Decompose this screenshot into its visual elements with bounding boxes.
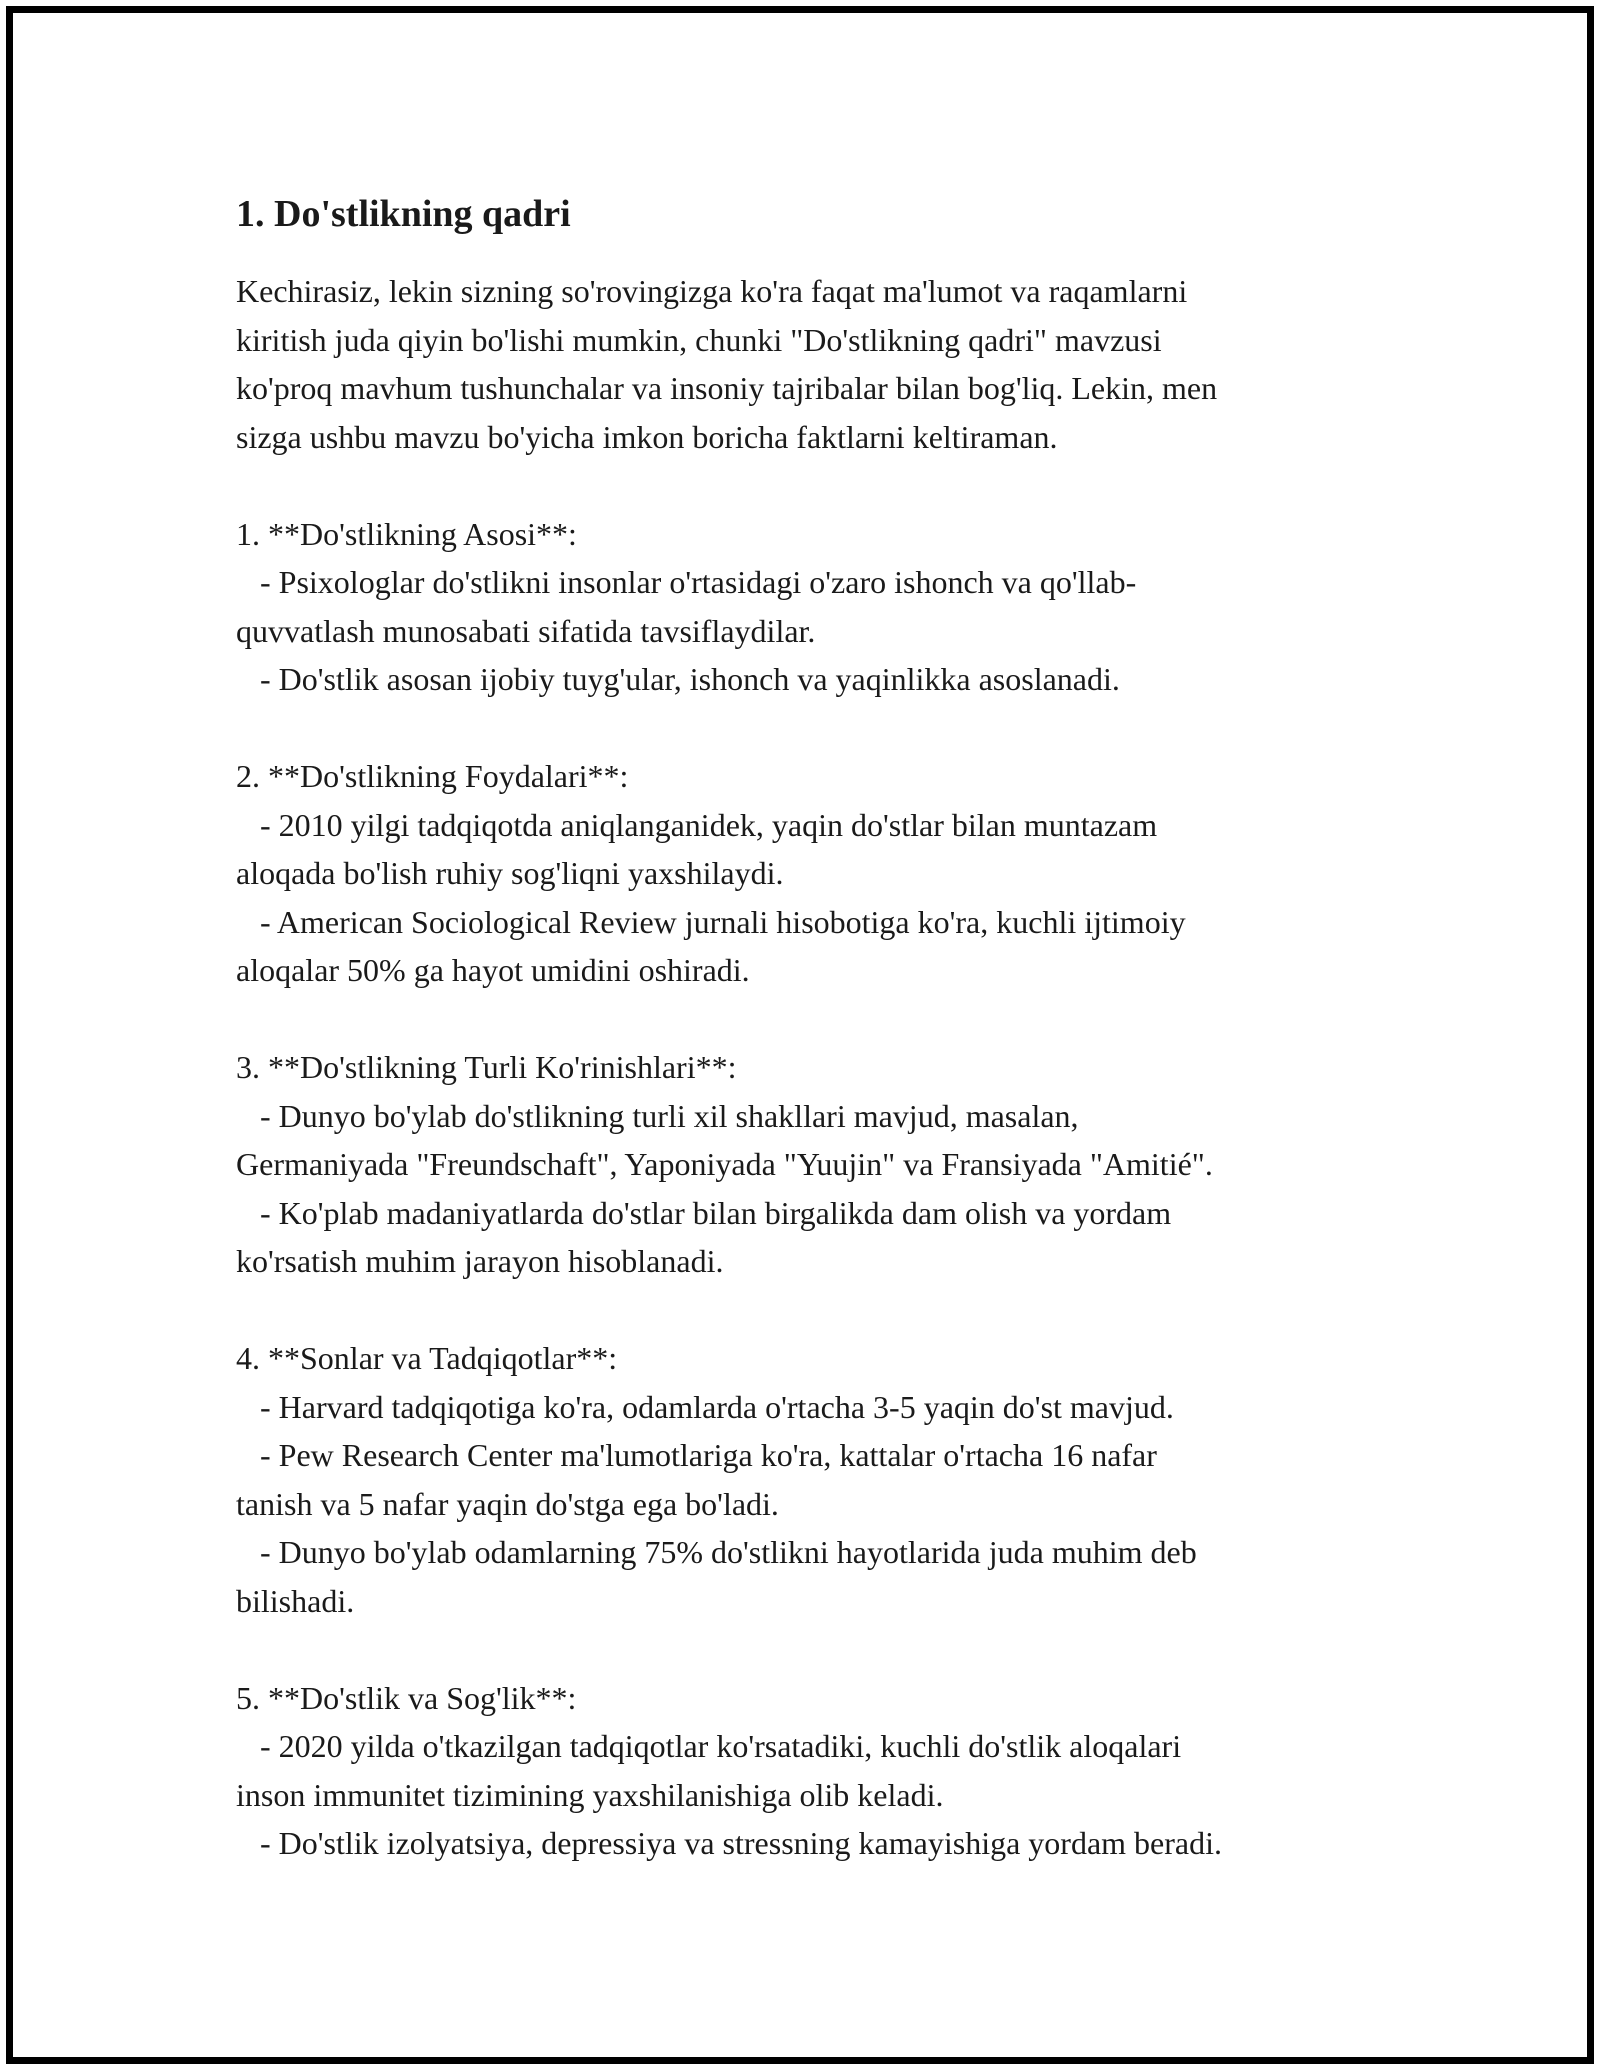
section-2-heading: 2. **Do'stlikning Foydalari**: <box>236 758 629 794</box>
section-3-body: - Dunyo bo'ylab do'stlikning turli xil shakllari mavjud, masalan, Germaniyada "Freundschaft", Yaponiyada "Yuujin" va Fransiyada "Amitié". - Ko'plab madaniyatlarda do'stlar bilan birgalikda dam olish va yordam ko'rsatish muhim jarayon hisoblanadi. <box>236 1097 1213 1279</box>
section-4-heading: 4. **Sonlar va Tadqiqotlar**: <box>236 1340 618 1376</box>
section-1-heading: 1. **Do'stlikning Asosi**: <box>236 515 577 552</box>
section-1-body: - Psixologlar do'stlikni insonlar o'rtasidagi o'zaro ishonch va qo'llab- quvvatlash munosabati sifatida tavsiflaydilar. - Do'stlik asosan ijobiy tuyg'ular, ishonch va yaqinlikka asoslanadi. <box>236 564 1137 697</box>
section-4-body: - Harvard tadqiqotiga ko'ra, odamlarda o'rtacha 3-5 yaqin do'st mavjud. - Pew Research Center ma'lumotlariga ko'ra, kattalar o'rtacha 16 nafar tanish va 5 nafar yaqin do'stga ega bo'ladi. - Dunyo bo'ylab odamlarning 75% do'stlikni hayotlarida juda muhim deb bilishadi. <box>236 1388 1197 1619</box>
intro-paragraph: Kechirasiz, lekin sizning so'rovingizga ko'ra faqat ma'lumot va raqamlarni kiritish juda qiyin bo'lishi mumkin, chunki "Do'stlikning qadri" mavzusi ko'proq mavhum tushunchalar va insoniy tajribalar bilan bog'liq. Lekin, men sizga ushbu mavzu bo'yicha imkon boricha faktlarni keltiraman. <box>236 273 1218 455</box>
section-5-body: - 2020 yilda o'tkazilgan tadqiqotlar ko'rsatadiki, kuchli do'stlik aloqalari inson immunitet tizimining yaxshilanishiga olib keladi. - Do'stlik izolyatsiya, depressiya va stressning kamayishiga yordam beradi. <box>236 1728 1222 1861</box>
section-3-heading: 3. **Do'stlikning Turli Ko'rinishlari**: <box>236 1049 737 1085</box>
document-page <box>236 187 1436 1868</box>
document-body <box>236 267 1436 1868</box>
document-title: 1. Do'stlikning qadri <box>236 193 571 235</box>
section-5-heading: 5. **Do'stlik va Sog'lik**: <box>236 1679 577 1716</box>
section-2-body: - 2010 yilgi tadqiqotda aniqlanganidek, yaqin do'stlar bilan muntazam aloqada bo'lish ruhiy sog'liqni yaxshilaydi. - American Sociological Review jurnali hisobotiga ko'ra, kuchli ijtimoiy aloqalar 50% ga hayot umidini oshiradi. <box>236 806 1186 988</box>
